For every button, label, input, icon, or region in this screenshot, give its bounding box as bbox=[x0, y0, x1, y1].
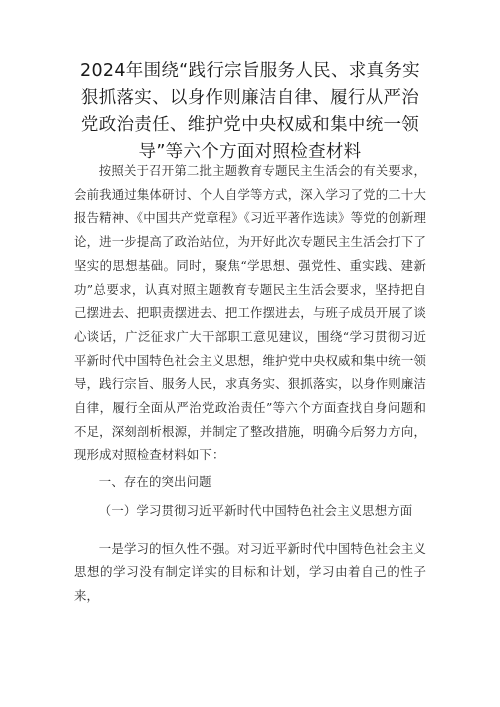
title-line-3: 党政治责任、维护党中央权威和集中统一领 bbox=[80, 115, 420, 135]
title-line-1: 2024年围绕“践行宗旨服务人民、求真务实 bbox=[80, 61, 420, 81]
document-body bbox=[74, 159, 426, 608]
body-paragraph: 一是学习的恒久性不强。对习近平新时代中国特色社会主义思想的学习没有制定详实的目标和计划，学习由着自己的性子来， bbox=[74, 540, 426, 603]
subsection-heading: （一）学习贯彻习近平新时代中国特色社会主义思想方面 bbox=[98, 502, 413, 518]
title-line-2: 狠抓落实、以身作则廉洁自律、履行从严治 bbox=[80, 88, 420, 108]
document-title bbox=[60, 58, 440, 166]
intro-paragraph: 按照关于召开第二批主题教育专题民主生活会的有关要求，会前我通过集体研讨、个人自学等方式，深入学习了党的二十大报告精神、《中国共产党章程》《习近平著作选读》等党的创新理论，进一步提高了政治站位，为开好此次专题民主生活会打下了坚实的思想基础。同时，聚焦“学思想、强党性、重实践、建新功”总要求，认真对照主题教育专题民主生活会要求，坚持把自己摆进去、把职责摆进去、把工作摆进去，与班子成员开展了谈心谈话，广泛征求广大干部职工意见建议，围绕“学习贯彻习近平新时代中国特色社会主义思想，维护党中央权威和集中统一领导，践行宗旨、服务人民，求真务实、狠抓落实，以身作则廉洁自律，履行全面从严治党政治责任”等六个方面查找自身问题和不足，深刻剖析根源，并制定了整改措施，明确今后努力方向，现形成对照检查材料如下： bbox=[74, 163, 426, 463]
section-heading: 一、存在的突出问题 bbox=[98, 474, 212, 490]
title-line-4: 导”等六个方面对照检查材料 bbox=[138, 142, 362, 162]
